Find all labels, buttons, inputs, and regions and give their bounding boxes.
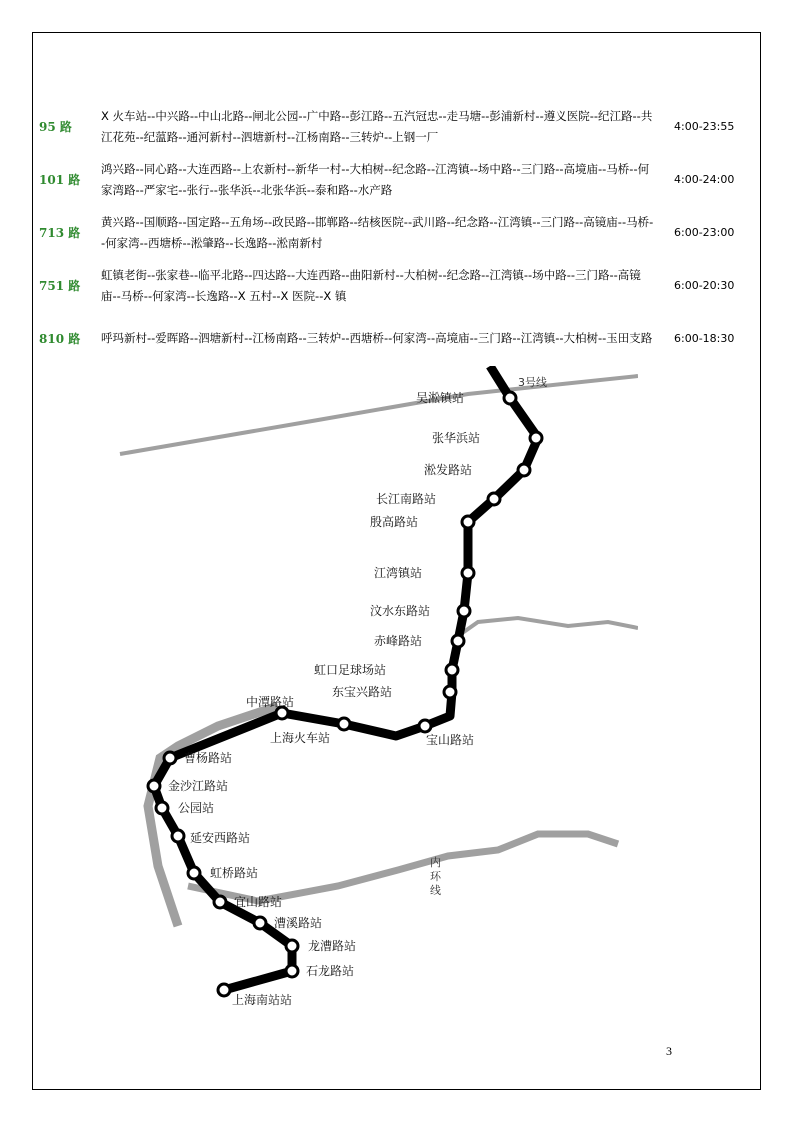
line-label: 3号线 — [518, 376, 547, 389]
route-number: 810 路 — [39, 332, 81, 346]
station-label: 公园站 — [178, 801, 215, 815]
station-marker — [188, 867, 200, 879]
route-hours: 4:00-24:00 — [674, 173, 735, 186]
station-marker — [286, 940, 298, 952]
svg-text:线: 线 — [430, 884, 441, 897]
route-stops: 虹镇老街--张家巷--临平北路--四达路--大连西路--曲阳新村--大柏树--纪念路--江湾镇--场中路--三门路--高镜庙--马桥--何家湾--长逸路--X 五村--X 医院--X 镇 — [101, 267, 641, 303]
route-stops: 呼玛新村--爱晖路--泗塘新村--江杨南路--三转炉--西塘桥--何家湾--高境庙--三门路--江湾镇--大柏树--玉田支路 — [101, 331, 653, 345]
station-marker — [462, 516, 474, 528]
route-stops: 黄兴路--国顺路--国定路--五角场--政民路--邯郸路--结核医院--武川路--纪念路--江湾镇--三门路--高镜庙--马桥--何家湾--西塘桥--淞肇路--长逸路--淞南新村 — [101, 214, 654, 250]
station-marker — [504, 392, 516, 404]
road-line-top — [120, 376, 638, 454]
metro-line-3-map — [118, 366, 638, 1006]
station-marker — [254, 917, 266, 929]
route-row — [36, 100, 756, 153]
station-marker — [530, 432, 542, 444]
station-marker — [286, 965, 298, 977]
station-label: 龙漕路站 — [308, 939, 357, 953]
station-marker — [446, 664, 458, 676]
station-label: 吴淞镇站 — [416, 391, 465, 405]
station-marker — [218, 984, 230, 996]
station-label: 虹桥路站 — [210, 866, 259, 880]
metro-map-svg — [118, 366, 638, 1006]
station-label: 宜山路站 — [234, 895, 283, 909]
route-hours: 6:00-20:30 — [674, 279, 735, 292]
route-number: 751 路 — [39, 279, 81, 293]
station-label: 曹杨路站 — [184, 751, 233, 765]
station-label: 淞发路站 — [424, 463, 473, 477]
station-label: 赤峰路站 — [374, 634, 423, 648]
station-label: 石龙路站 — [306, 964, 355, 978]
route-hours: 4:00-23:55 — [674, 120, 735, 133]
road-line-middle — [458, 618, 638, 636]
station-marker — [164, 752, 176, 764]
page-number: 3 — [666, 1044, 672, 1058]
station-label: 殷高路站 — [370, 515, 419, 529]
station-label: 金沙江路站 — [168, 779, 229, 793]
station-label: 漕溪路站 — [274, 916, 323, 930]
station-marker — [148, 780, 160, 792]
station-marker — [338, 718, 350, 730]
station-marker — [214, 896, 226, 908]
station-marker — [518, 464, 530, 476]
station-label: 江湾镇站 — [374, 566, 423, 580]
svg-text:环: 环 — [430, 870, 441, 883]
station-label: 东宝兴路站 — [332, 685, 393, 699]
station-marker — [172, 830, 184, 842]
route-number: 101 路 — [39, 173, 81, 187]
station-label: 汶水东路站 — [370, 604, 431, 618]
station-marker — [419, 720, 431, 732]
station-marker — [462, 567, 474, 579]
route-hours: 6:00-18:30 — [674, 332, 735, 345]
svg-text:内: 内 — [430, 856, 441, 869]
route-stops: 鸿兴路--同心路--大连西路--上农新村--新华一村--大柏树--纪念路--江湾镇--场中路--三门路--高境庙--马桥--何家湾路--严家宅--张行--张华浜--北张华浜--泰和路--水产路 — [101, 161, 650, 197]
route-row — [36, 153, 756, 206]
route-row — [36, 206, 756, 259]
station-label: 上海南站站 — [232, 993, 293, 1006]
route-row — [36, 312, 756, 365]
station-label: 上海火车站 — [270, 731, 331, 745]
inner-ring-label — [430, 855, 442, 897]
route-hours: 6:00-23:00 — [674, 226, 735, 239]
metro-line-3 — [154, 366, 538, 990]
route-number: 713 路 — [39, 226, 81, 240]
station-marker — [156, 802, 168, 814]
route-number: 95 路 — [39, 120, 72, 134]
station-label: 长江南路站 — [376, 492, 437, 506]
station-label: 虹口足球场站 — [314, 663, 387, 677]
station-marker — [458, 605, 470, 617]
route-row — [36, 259, 756, 312]
route-stops: X 火车站--中兴路--中山北路--闸北公园--广中路--彭江路--五汽冠忠--走马塘--彭浦新村--遵义医院--纪江路--共江花苑--纪蕰路--通河新村--泗塘新村--江杨南路--三转炉--上钢一厂 — [101, 108, 653, 144]
station-marker — [488, 493, 500, 505]
station-label: 中潭路站 — [246, 695, 295, 709]
station-label: 宝山路站 — [426, 733, 475, 747]
station-label: 张华浜站 — [432, 431, 481, 445]
station-marker — [444, 686, 456, 698]
station-label: 延安西路站 — [190, 831, 251, 845]
station-marker — [452, 635, 464, 647]
bus-route-table — [36, 100, 756, 365]
